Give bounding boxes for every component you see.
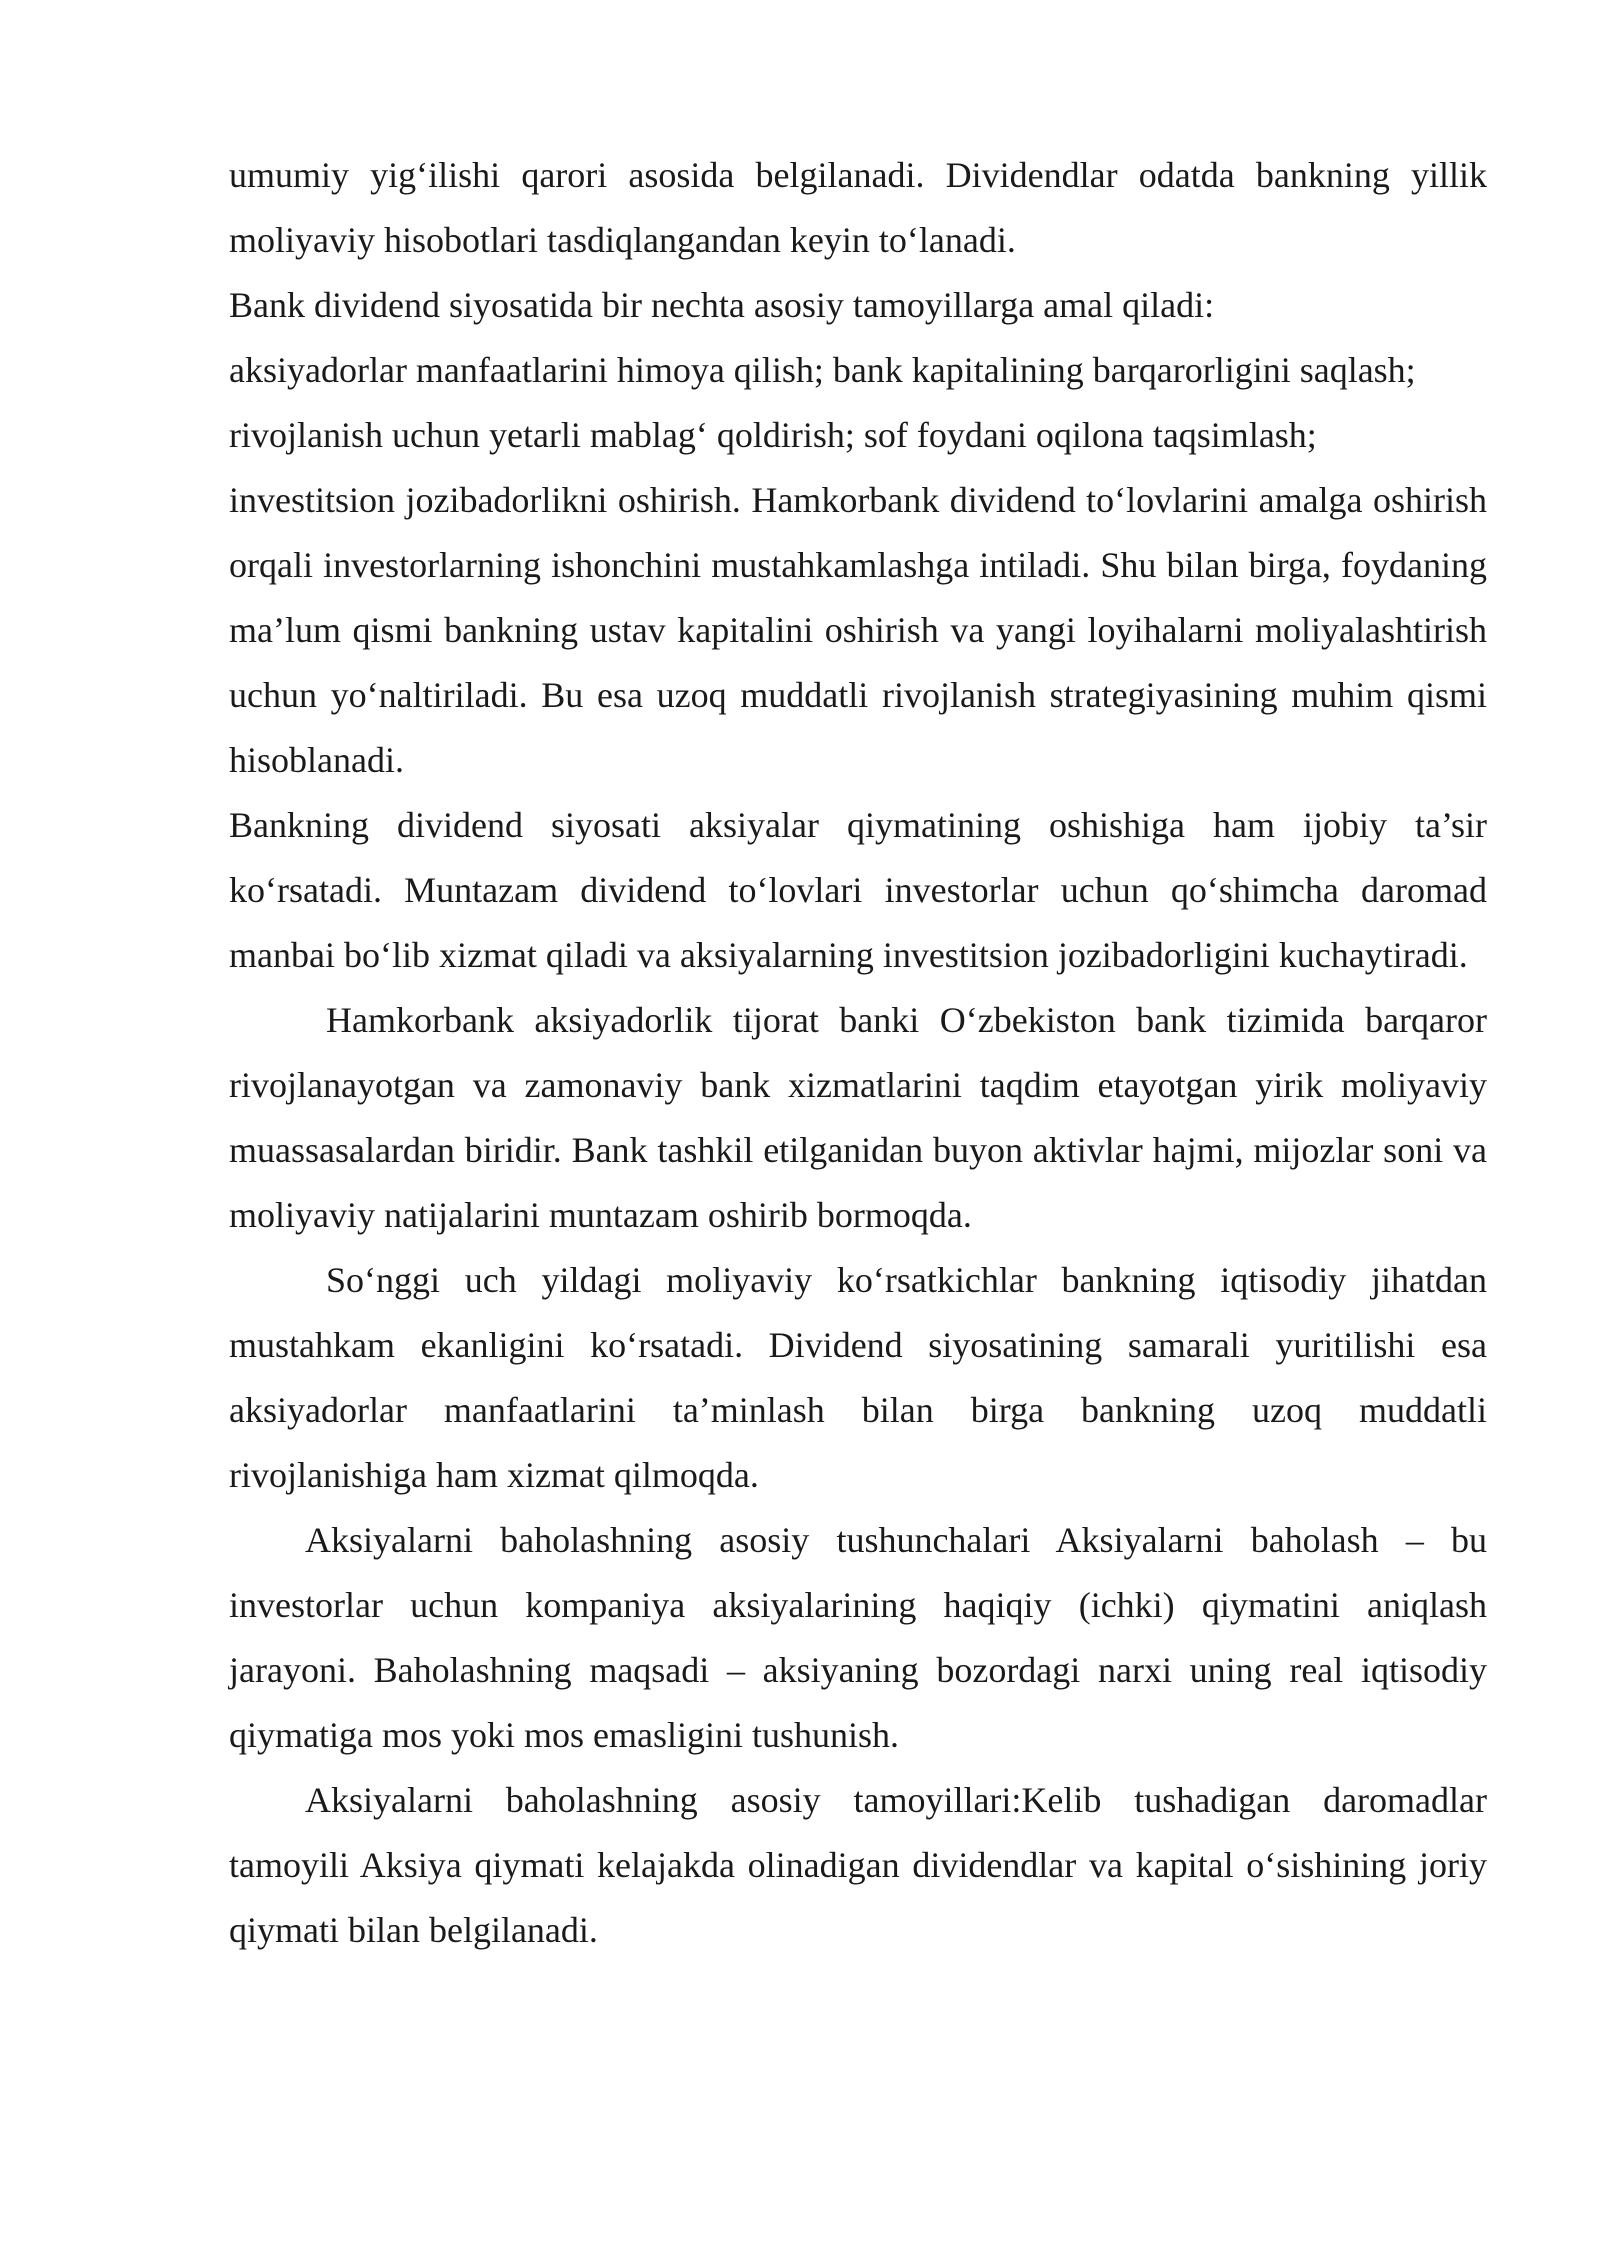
document-body — [229, 143, 1487, 1963]
paragraph-hamkorbank-overview: Hamkorbank aksiyadorlik tijorat banki O‘zbekiston bank tizimida barqaror rivojlanayotgan va zamonaviy bank xizmatlarini taqdim etayotgan yirik moliyaviy muassasalardan biridir. Bank tashkil etilganidan buyon aktivlar hajmi, mijozlar soni va moliyaviy natijalarini muntazam oshirib bormoqda. — [229, 1000, 1487, 1235]
principles-line-2: rivojlanish uchun yetarli mablag‘ qoldirish; sof foydani oqilona taqsimlash; — [229, 415, 1317, 455]
paragraph-share-valuation-concepts: Aksiyalarni baholashning asosiy tushunchalari Aksiyalarni baholash – bu investorlar uchun kompaniya aksiyalarining haqiqiy (ichki) qiymatini aniqlash jarayoni. Baholashning maqsadi – aksiyaning bozordagi narxi uning real iqtisodiy qiymatiga mos yoki mos emasligini tushunish. — [229, 1520, 1487, 1755]
paragraph-dividend-principles-intro: Bank dividend siyosatida bir nechta asosiy tamoyillarga amal qiladi: — [229, 285, 1215, 325]
paragraph-financial-indicators: So‘nggi uch yildagi moliyaviy ko‘rsatkichlar bankning iqtisodiy jihatdan mustahkam ekanligini ko‘rsatadi. Dividend siyosatining samarali yuritilishi esa aksiyadorlar manfaatlarini ta’minlash bilan birga bankning uzoq muddatli rivojlanishiga ham xizmat qilmoqda. — [229, 1260, 1487, 1495]
principles-line-1: aksiyadorlar manfaatlarini himoya qilish; bank kapitalining barqarorligini saqlash; — [229, 350, 1416, 390]
paragraph-valuation-principles: Aksiyalarni baholashning asosiy tamoyillari:Kelib tushadigan daromadlar tamoyili Aksiya qiymati kelajakda olinadigan dividendlar va kapital o‘sishining joriy qiymati bilan belgilanadi. — [229, 1780, 1487, 1950]
paragraph-dividend-approval: umumiy yig‘ilishi qarori asosida belgilanadi. Dividendlar odatda bankning yillik moliyaviy hisobotlari tasdiqlangandan keyin to‘lanadi. — [229, 155, 1487, 260]
paragraph-investment-attractiveness: investitsion jozibadorlikni oshirish. Hamkorbank dividend to‘lovlarini amalga oshirish orqali investorlarning ishonchini mustahkamlashga intiladi. Shu bilan birga, foydaning ma’lum qismi bankning ustav kapitalini oshirish va yangi loyihalarni moliyalashtirish uchun yo‘naltiriladi. Bu esa uzoq muddatli rivojlanish strategiyasining muhim qismi hisoblanadi. — [229, 480, 1487, 780]
paragraph-share-value-impact: Bankning dividend siyosati aksiyalar qiymatining oshishiga ham ijobiy ta’sir ko‘rsatadi. Muntazam dividend to‘lovlari investorlar uchun qo‘shimcha daromad manbai bo‘lib xizmat qiladi va aksiyalarning investitsion jozibadorligini kuchaytiradi. — [229, 805, 1487, 975]
